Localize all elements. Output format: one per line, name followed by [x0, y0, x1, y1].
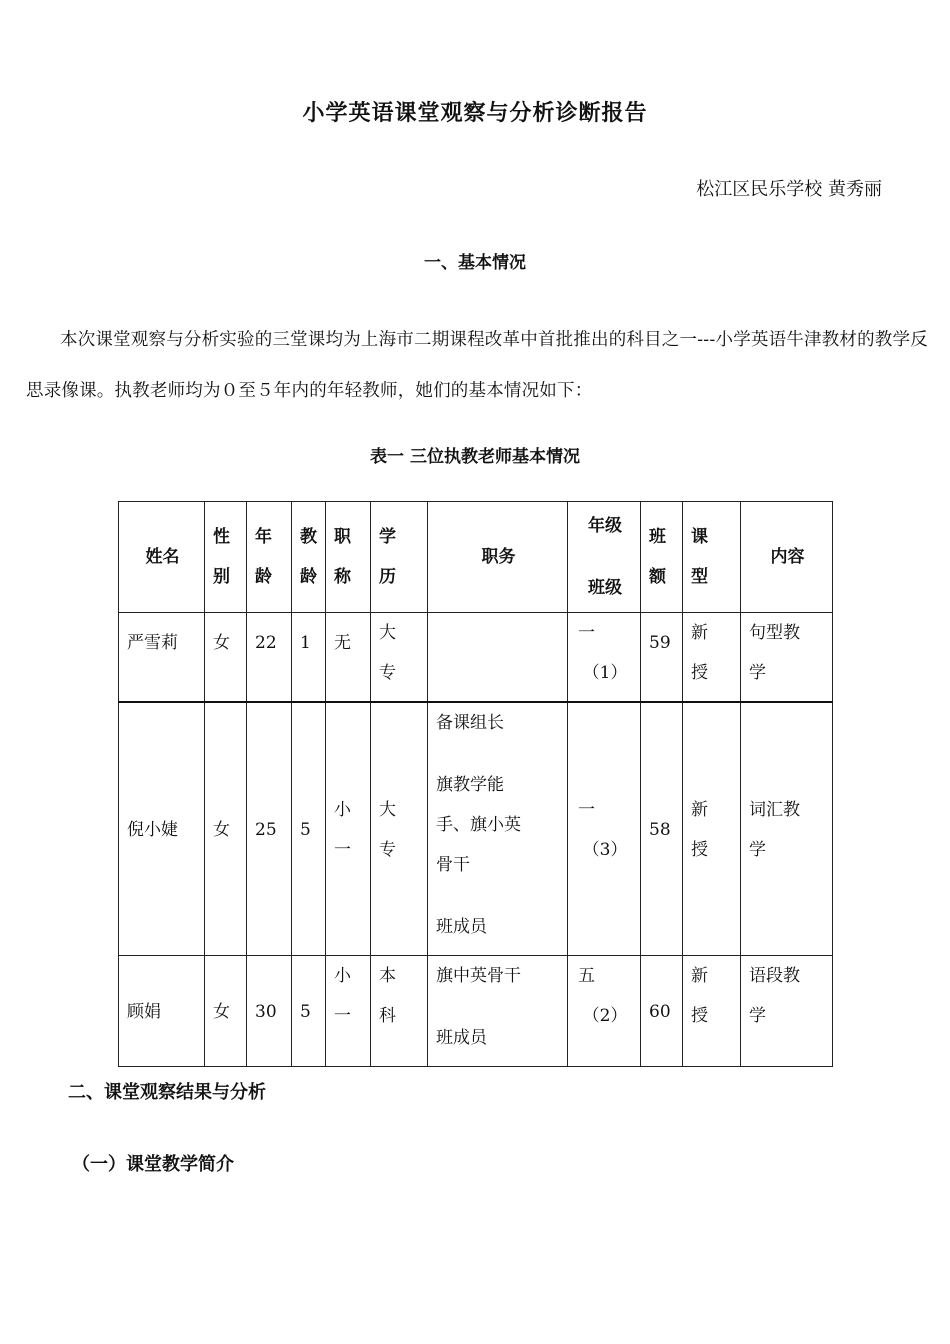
cell-title: 小 一 — [326, 956, 371, 1067]
subsection-heading-intro: （一）课堂教学简介 — [72, 1154, 234, 1175]
cell-teaching-years: 1 — [292, 613, 326, 703]
header-name: 姓名 — [119, 502, 205, 613]
table-row — [119, 956, 833, 1067]
section-heading-observation: 二、课堂观察结果与分析 — [68, 1082, 266, 1103]
cell-education: 本 科 — [371, 956, 428, 1067]
cell-lesson-type: 新 授 — [683, 613, 741, 703]
section-heading-basic-info: 一、基本情况 — [424, 253, 526, 273]
cell-lesson-type: 新 授 — [683, 702, 741, 956]
cell-grade-class: 一 （1） — [568, 613, 641, 703]
table-header-row — [119, 502, 833, 613]
header-gender: 性 别 — [205, 502, 247, 613]
header-title: 职 称 — [326, 502, 371, 613]
cell-gender: 女 — [205, 956, 247, 1067]
cell-teaching-years: 5 — [292, 956, 326, 1067]
cell-gender: 女 — [205, 702, 247, 956]
cell-duty — [428, 613, 568, 703]
cell-content: 句型教 学 — [741, 613, 833, 703]
header-education: 学 历 — [371, 502, 428, 613]
cell-lesson-type: 新 授 — [683, 956, 741, 1067]
table-caption: 表一 三位执教老师基本情况 — [370, 447, 580, 467]
cell-duty: 旗中英骨干 班成员 — [428, 956, 568, 1067]
cell-name: 顾娟 — [119, 956, 205, 1067]
intro-paragraph: 本次课堂观察与分析实验的三堂课均为上海市二期课程改革中首批推出的科目之一---小学英语牛津教材的教学反思录像课。执教老师均为０至５年内的年轻教师，她们的基本情况如下： — [26, 330, 928, 401]
cell-grade-class: 一 （3） — [568, 702, 641, 956]
cell-class-size: 59 — [641, 613, 683, 703]
cell-grade-class: 五 （2） — [568, 956, 641, 1067]
table-row — [119, 613, 833, 703]
table-row — [119, 702, 833, 956]
cell-name: 倪小婕 — [119, 702, 205, 956]
cell-teaching-years: 5 — [292, 702, 326, 956]
author-line: 松江区民乐学校 黄秀丽 — [696, 179, 882, 200]
cell-education: 大 专 — [371, 613, 428, 703]
cell-content: 语段教 学 — [741, 956, 833, 1067]
cell-age: 25 — [247, 702, 292, 956]
header-duty: 职务 — [428, 502, 568, 613]
cell-gender: 女 — [205, 613, 247, 703]
header-content: 内容 — [741, 502, 833, 613]
header-age: 年 龄 — [247, 502, 292, 613]
cell-education: 大 专 — [371, 702, 428, 956]
cell-content: 词汇教 学 — [741, 702, 833, 956]
header-teaching-years: 教 龄 — [292, 502, 326, 613]
cell-class-size: 60 — [641, 956, 683, 1067]
cell-age: 30 — [247, 956, 292, 1067]
header-grade-class: 年级 班级 — [568, 502, 641, 613]
header-lesson-type: 课 型 — [683, 502, 741, 613]
cell-class-size: 58 — [641, 702, 683, 956]
cell-title: 无 — [326, 613, 371, 703]
document-title: 小学英语课堂观察与分析诊断报告 — [302, 101, 648, 126]
cell-name: 严雪莉 — [119, 613, 205, 703]
header-class-size: 班 额 — [641, 502, 683, 613]
teacher-info-table — [118, 501, 833, 1067]
cell-duty: 备课组长 旗教学能 手、旗小英 骨干 班成员 — [428, 702, 568, 956]
cell-title: 小 一 — [326, 702, 371, 956]
cell-age: 22 — [247, 613, 292, 703]
